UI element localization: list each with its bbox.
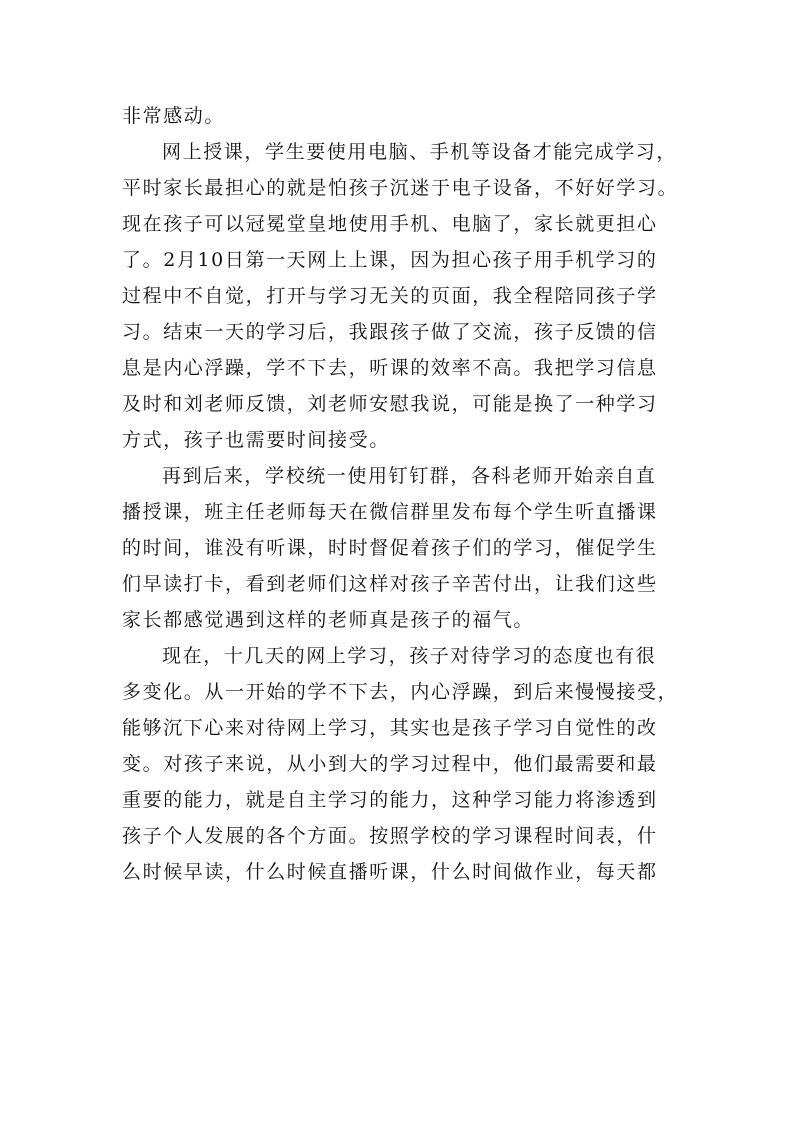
text-line: 多变化。从一开始的学不下去，内心浮躁，到后来慢慢接受， bbox=[122, 681, 679, 703]
text-line: 能够沉下心来对待网上学习，其实也是孩子学习自觉性的改 bbox=[122, 717, 658, 739]
text-line: 孩子个人发展的各个方面。按照学校的学习课程时间表，什 bbox=[122, 825, 658, 847]
text-line: 重要的能力，就是自主学习的能力，这种学习能力将渗透到 bbox=[122, 789, 658, 811]
text-line: 变。对孩子来说，从小到大的学习过程中，他们最需要和最 bbox=[122, 753, 658, 775]
text-line: 习。结束一天的学习后，我跟孩子做了交流，孩子反馈的信 bbox=[122, 321, 658, 343]
text-line: 及时和刘老师反馈，刘老师安慰我说，可能是换了一种学习 bbox=[122, 393, 658, 415]
text-line: 了。2月10日第一天网上上课，因为担心孩子用手机学习的 bbox=[122, 249, 658, 271]
text-line: 方式，孩子也需要时间接受。 bbox=[122, 429, 390, 451]
text-line: 们早读打卡，看到老师们这样对孩子辛苦付出，让我们这些 bbox=[122, 573, 658, 595]
text-line: 平时家长最担心的就是怕孩子沉迷于电子设备，不好好学习。 bbox=[122, 177, 679, 199]
text-line: 么时候早读，什么时候直播听课，什么时间做作业，每天都 bbox=[122, 861, 658, 883]
document-body bbox=[122, 98, 702, 890]
text-line: 现在孩子可以冠冕堂皇地使用手机、电脑了，家长就更担心 bbox=[122, 213, 658, 235]
text-line: 网上授课，学生要使用电脑、手机等设备才能完成学习， bbox=[162, 141, 678, 163]
text-line: 再到后来，学校统一使用钉钉群，各科老师开始亲自直 bbox=[162, 465, 657, 487]
text-line: 播授课，班主任老师每天在微信群里发布每个学生听直播课 bbox=[122, 501, 658, 523]
text-line: 过程中不自觉，打开与学习无关的页面，我全程陪同孩子学 bbox=[122, 285, 658, 307]
text-line: 现在，十几天的网上学习，孩子对待学习的态度也有很 bbox=[162, 645, 657, 667]
text-line: 家长都感觉遇到这样的老师真是孩子的福气。 bbox=[122, 609, 535, 631]
text-line: 息是内心浮躁，学不下去，听课的效率不高。我把学习信息 bbox=[122, 357, 658, 379]
text-line: 非常感动。 bbox=[122, 105, 226, 127]
text-line: 的时间，谁没有听课，时时督促着孩子们的学习，催促学生 bbox=[122, 537, 658, 559]
